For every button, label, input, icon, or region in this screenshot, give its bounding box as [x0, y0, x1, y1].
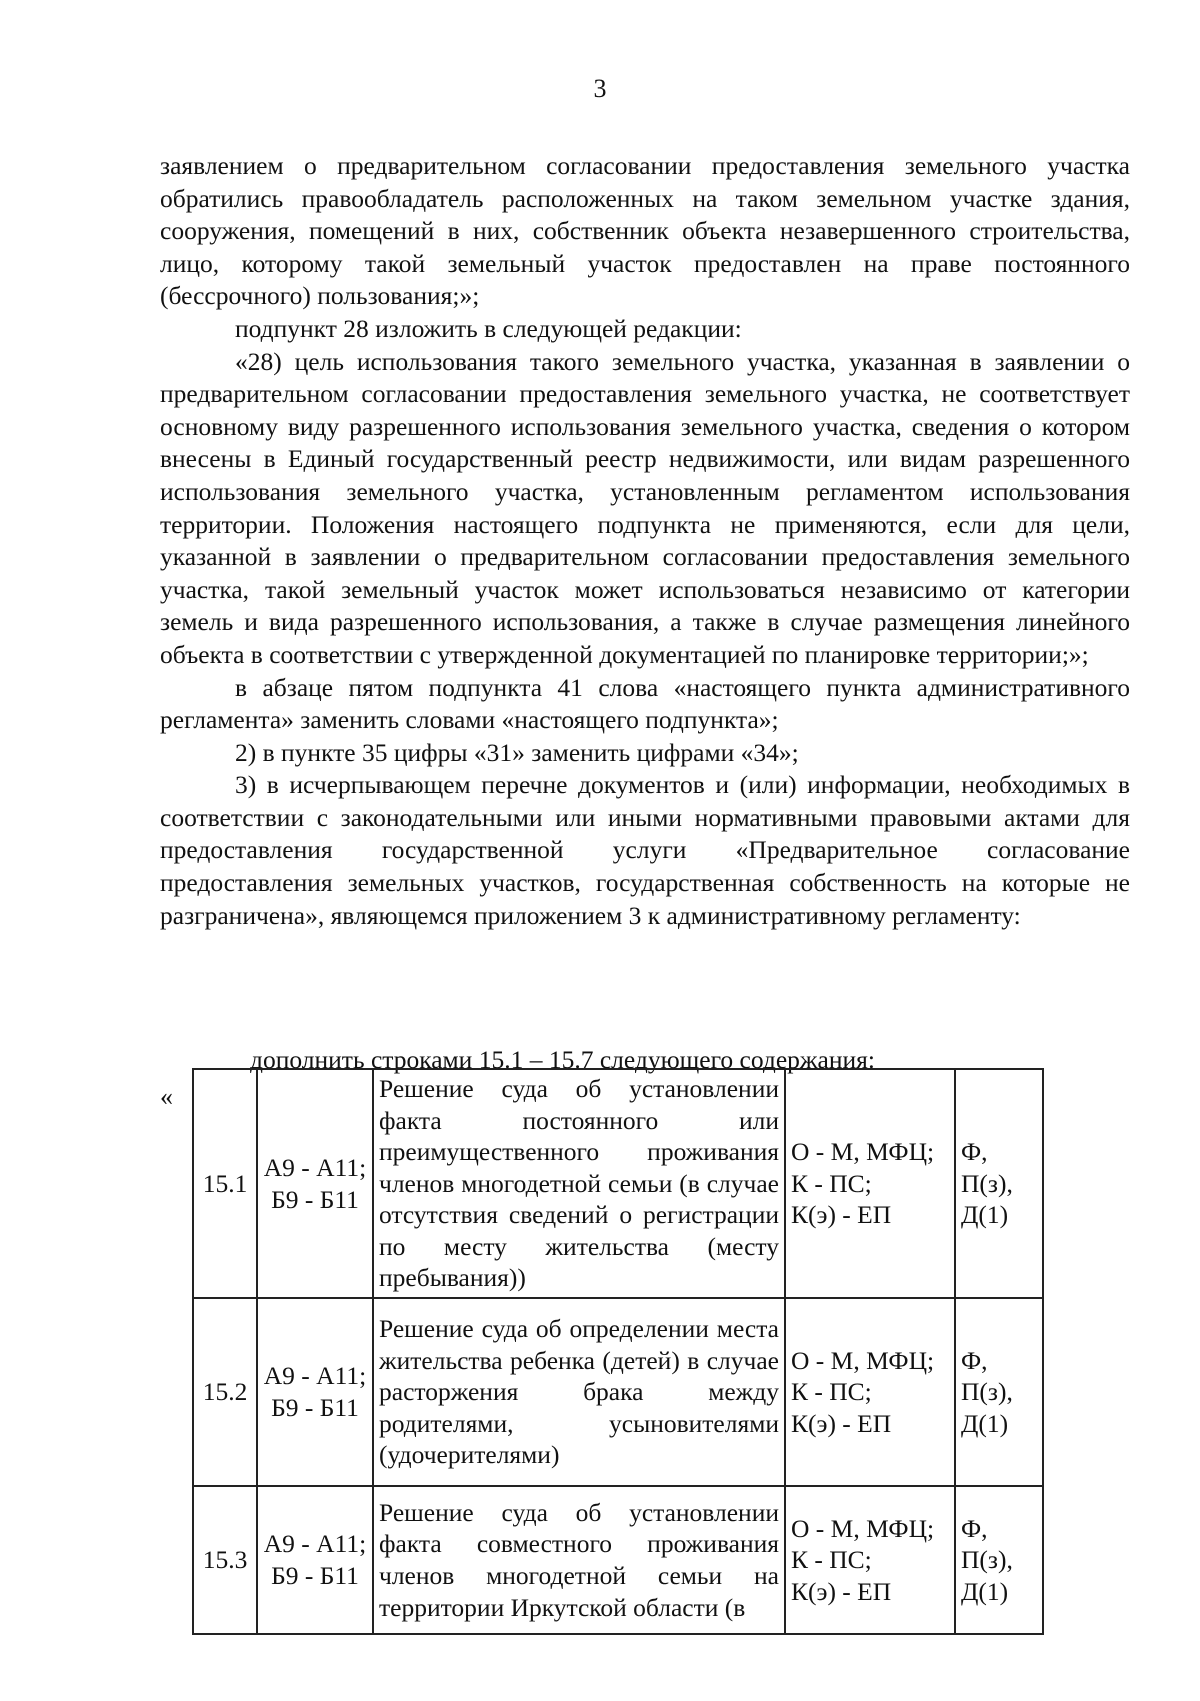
paragraph-subitem-28-intro: подпункт 28 изложить в следующей редакции: — [235, 313, 742, 343]
paragraph-continuation: заявлением о предварительном согласовании предоставления земельного участка обратились правообладатель расположенных на таком земельном участке здания, сооружения, помещений в них, собственник объекта незавершенного строительства, лицо, которому такой земельный участок предоставлен на праве постоянного (бессрочного) пользования;»; — [160, 151, 1130, 311]
row-description: Решение суда об установлении факта постоянного или преимущественного проживания членов многодетной семьи (в случае отсутствия сведений о регистрации по месту жительства (месту пребывания)) — [373, 1069, 785, 1298]
orgs-line: О - М, МФЦ; — [791, 1345, 935, 1375]
forms-line: П(з), — [961, 1377, 1013, 1407]
codes-line: А9 - А11; — [263, 1529, 367, 1558]
forms-line: Д(1) — [961, 1576, 1009, 1606]
orgs-line: К(э) - ЕП — [791, 1408, 892, 1438]
row-organizations — [785, 1486, 955, 1634]
row-codes — [257, 1298, 373, 1486]
row-number: 15.1 — [193, 1069, 257, 1298]
forms-line: Ф, — [961, 1513, 988, 1543]
table-row — [193, 1298, 1043, 1486]
orgs-line: О - М, МФЦ; — [791, 1513, 935, 1543]
orgs-line: К(э) - ЕП — [791, 1576, 892, 1606]
paragraph-item-2: 2) в пункте 35 цифры «31» заменить цифрами «34»; — [235, 737, 799, 767]
row-codes — [257, 1486, 373, 1634]
row-description: Решение суда об определении места жительства ребенка (детей) в случае расторжения брака между родителями, усыновителями (удочерителями) — [373, 1298, 785, 1486]
row-organizations — [785, 1069, 955, 1298]
forms-line: Д(1) — [961, 1200, 1009, 1230]
codes-line: Б9 - Б11 — [271, 1184, 359, 1214]
forms-line: П(з), — [961, 1545, 1013, 1575]
row-number: 15.2 — [193, 1298, 257, 1486]
orgs-line: К - ПС; — [791, 1545, 872, 1575]
paragraph-subitem-41: в абзаце пятом подпункта 41 слова «настоящего пункта административного регламента» заменить словами «настоящего подпункта»; — [160, 672, 1130, 735]
table-row — [193, 1069, 1043, 1298]
codes-line: А9 - А11; — [263, 1152, 367, 1182]
paragraph-subitem-28-text: «28) цель использования такого земельного участка, указанная в заявлении о предварительном согласовании предоставления земельного участка, не соответствует основному виду разрешенного использования земельного участка, сведения о котором внесены в Единый государственный реестр недвижимости, или видам разрешенного использования земельного участка, установленным регламентом использования территории. Положения настоящего подпункта не применяются, если для цели, указанной в заявлении о предварительном согласовании предоставления земельного участка, такой земельный участок может использоваться независимо от категории земель и вида разрешенного использования, а также в случае размещения линейного объекта в соответствии с утвержденной документацией по планировке территории;»; — [160, 346, 1130, 669]
row-number: 15.3 — [193, 1486, 257, 1634]
documents-table — [192, 1068, 1044, 1635]
opening-quote: « — [160, 1082, 173, 1111]
forms-line: П(з), — [961, 1168, 1013, 1198]
orgs-line: О - М, МФЦ; — [791, 1137, 935, 1167]
forms-line: Ф, — [961, 1137, 988, 1167]
orgs-line: К - ПС; — [791, 1377, 872, 1407]
orgs-line: К - ПС; — [791, 1168, 872, 1198]
page-number: 3 — [593, 74, 607, 103]
paragraph-item-3: 3) в исчерпывающем перечне документов и (или) информации, необходимых в соответствии с законодательными или иными нормативными правовыми актами для предоставления государственной услуги «Предварительное согласование предоставления земельных участков, государственная собственность на которые не разграничена», являющемся приложением 3 к административному регламенту: — [160, 770, 1130, 930]
row-description: Решение суда об установлении факта совместного проживания членов многодетной семьи на территории Иркутской области (в — [373, 1486, 785, 1634]
row-forms — [955, 1486, 1043, 1634]
row-organizations — [785, 1298, 955, 1486]
row-forms — [955, 1298, 1043, 1486]
codes-line: А9 - А11; — [263, 1361, 367, 1390]
orgs-line: К(э) - ЕП — [791, 1200, 892, 1230]
row-codes — [257, 1069, 373, 1298]
document-body — [160, 150, 1130, 932]
codes-line: Б9 - Б11 — [271, 1561, 359, 1590]
forms-line: Ф, — [961, 1345, 988, 1375]
forms-line: Д(1) — [961, 1408, 1009, 1438]
table-row — [193, 1486, 1043, 1634]
table-lead-in: дополнить строками 15.1 – 15.7 следующего содержания: — [250, 1045, 875, 1074]
row-forms — [955, 1069, 1043, 1298]
codes-line: Б9 - Б11 — [271, 1393, 359, 1422]
